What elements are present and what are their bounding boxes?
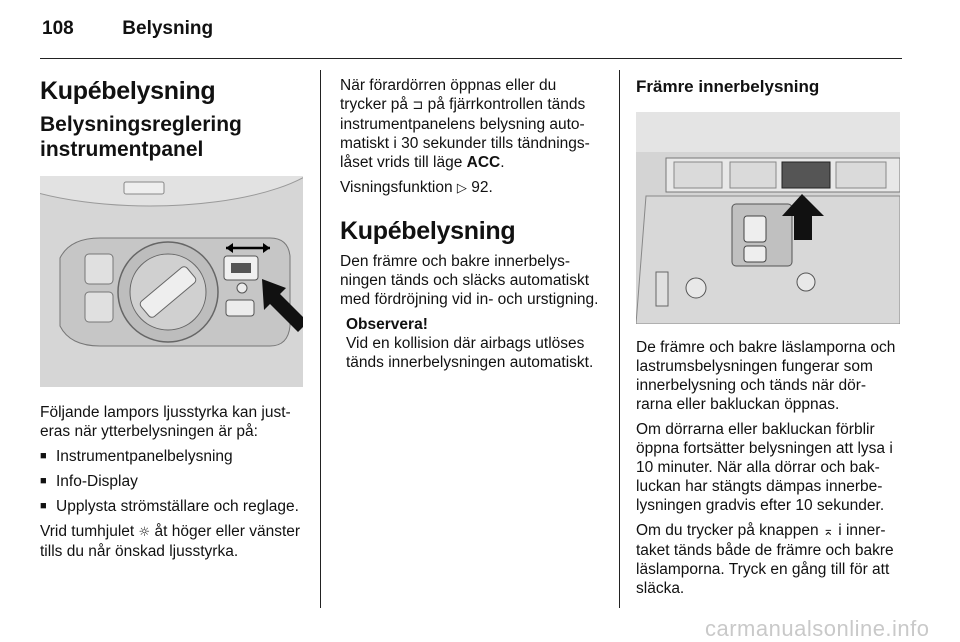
interior-light-illustration (636, 112, 900, 324)
paragraph: De främre och bakre läslamporna och lastrumsbelysningen fungerar som innerbelysning och tänds när dör-rarna eller bakluckan öppnas. (636, 339, 896, 413)
page-number: 108 (42, 18, 74, 39)
section-title: Belysning (122, 18, 214, 39)
list-item: ■ Info-Display (40, 473, 138, 490)
thumbwheel-icon: ☼ (138, 525, 151, 540)
interior-light-figure (636, 112, 900, 324)
section-heading: Främre innerbelysning (636, 77, 820, 96)
page-title: Kupébelysning (40, 77, 216, 105)
page-ref-arrow-icon: ▷ (456, 181, 467, 196)
column-2 (340, 70, 606, 372)
paragraph: Om dörrarna eller bakluckan förblir öppna fortsätter belysningen att lysa i 10 minuter. När alla dörrar och bak-luckan har stängts dämpas innerbe-lysningen gradvis efter 10 sekunder. (636, 421, 893, 514)
list-item: ■ Upplysta strömställare och reglage. (40, 498, 299, 515)
paragraph: Följande lampors ljusstyrka kan just-eras när ytterbelysningen är på: (40, 404, 291, 440)
section-heading: Kupébelysning (340, 217, 516, 245)
column-3 (636, 70, 902, 604)
paragraph: Den främre och bakre innerbelys-ningen tänds och släcks automatiskt med fördröjning vid in- och urstigning. (340, 253, 599, 308)
paragraph: Visningsfunktion ▷ 92. (340, 179, 493, 196)
page-header (42, 18, 213, 40)
subtitle (40, 112, 306, 162)
paragraph: Vrid tumhjulet ☼ åt höger eller vänster tills du når önskad ljusstyrka. (40, 523, 301, 560)
watermark: carmanualsonline.info (705, 616, 930, 641)
note-title: Observera! (346, 316, 428, 333)
paragraph: Om du trycker på knappen ⌅ i inner-taket tänds både de främre och bakre läslamporna. Tryck en gång till för att släcka. (636, 522, 894, 597)
remote-unlock-icon: ⊐ (412, 98, 424, 113)
paragraph: När förardörren öppnas eller du trycker på ⊐ på fjärrkontrollen tänds instrumentpanelens belysning auto-matiskt i 30 sekunder tills tändnings-låset vrids till läge ACC. (340, 77, 590, 171)
headlight-switch-figure (40, 176, 303, 387)
column-divider (619, 70, 620, 608)
column-divider (320, 70, 321, 608)
column-1 (40, 70, 306, 567)
note-text: Vid en kollision där airbags utlöses tänds innerbelysningen automatiskt. (346, 335, 594, 371)
list-item: ■ Instrumentpanelbelysning (40, 448, 233, 465)
interior-light-icon: ⌅ (822, 524, 834, 539)
headlight-switch-illustration (40, 176, 303, 387)
subtitle-line-1: Belysningsreglering (40, 113, 242, 136)
note-box (346, 315, 606, 372)
subtitle-line-2: instrumentpanel (40, 138, 204, 161)
header-rule (40, 58, 902, 59)
